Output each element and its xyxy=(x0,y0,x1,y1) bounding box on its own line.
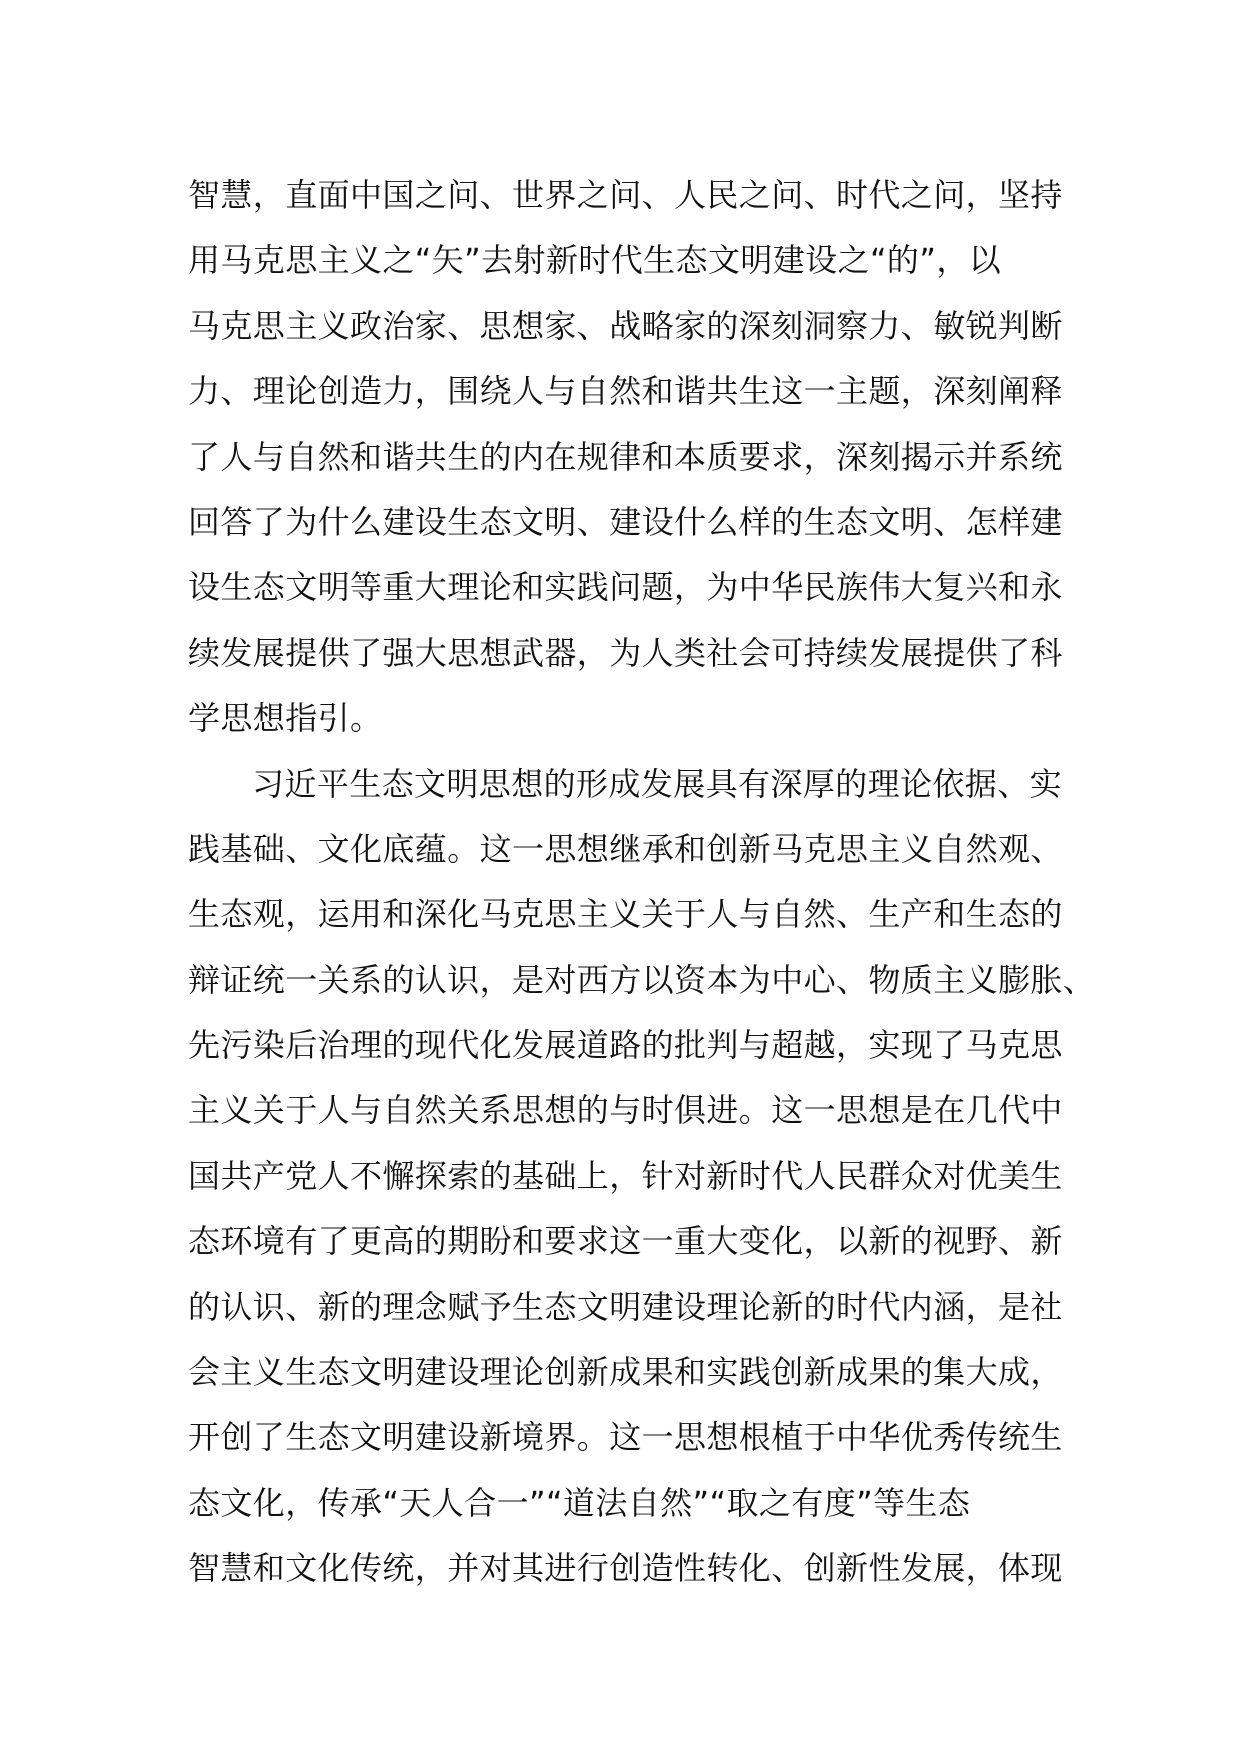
text-line: 的认识、新的理念赋予生态文明建设理论新的时代内涵，是社 xyxy=(188,1287,1063,1326)
text-line: 辩证统一关系的认识，是对西方以资本为中心、物质主义膨胀、 xyxy=(188,960,1096,999)
text-line: 用马克思主义之“矢”去射新时代生态文明建设之“的”，以 xyxy=(188,241,1002,280)
text-line: 回答了为什么建设生态文明、建设什么样的生态文明、怎样建 xyxy=(188,502,1063,541)
text-line: 态环境有了更高的期盼和要求这一重大变化，以新的视野、新 xyxy=(188,1222,1063,1261)
text-line: 生态观，运用和深化马克思主义关于人与自然、生产和生态的 xyxy=(188,895,1063,934)
text-line: 力、理论创造力，围绕人与自然和谐共生这一主题，深刻阐释 xyxy=(188,372,1063,411)
text-line: 践基础、文化底蕴。这一思想继承和创新马克思主义自然观、 xyxy=(188,829,1063,868)
text-line: 开创了生态文明建设新境界。这一思想根植于中华优秀传统生 xyxy=(188,1418,1063,1457)
text-line: 主义关于人与自然关系思想的与时俱进。这一思想是在几代中 xyxy=(188,1091,1063,1130)
text-line: 智慧，直面中国之问、世界之问、人民之问、时代之问，坚持 xyxy=(188,176,1063,214)
text-line: 设生态文明等重大理论和实践问题，为中华民族伟大复兴和永 xyxy=(188,568,1063,607)
text-line: 智慧和文化传统，并对其进行创造性转化、创新性发展，体现 xyxy=(188,1549,1063,1588)
text-line: 国共产党人不懈探索的基础上，针对新时代人民群众对优美生 xyxy=(188,1156,1063,1195)
text-line: 态文化，传承“天人合一”“道法自然”“取之有度”等生态 xyxy=(188,1483,971,1522)
text-line: 学思想指引。 xyxy=(188,699,383,738)
paragraph-first-line: 习近平生态文明思想的形成发展具有深厚的理论依据、实 xyxy=(252,764,1063,803)
text-line: 马克思主义政治家、思想家、战略家的深刻洞察力、敏锐判断 xyxy=(188,306,1063,345)
text-line: 续发展提供了强大思想武器，为人类社会可持续发展提供了科 xyxy=(188,633,1063,672)
text-line: 了人与自然和谐共生的内在规律和本质要求，深刻揭示并系统 xyxy=(188,437,1063,476)
text-line: 先污染后治理的现代化发展道路的批判与超越，实现了马克思 xyxy=(188,1026,1063,1065)
body-text xyxy=(188,163,1096,1602)
text-line: 会主义生态文明建设理论创新成果和实践创新成果的集大成， xyxy=(188,1353,1063,1392)
